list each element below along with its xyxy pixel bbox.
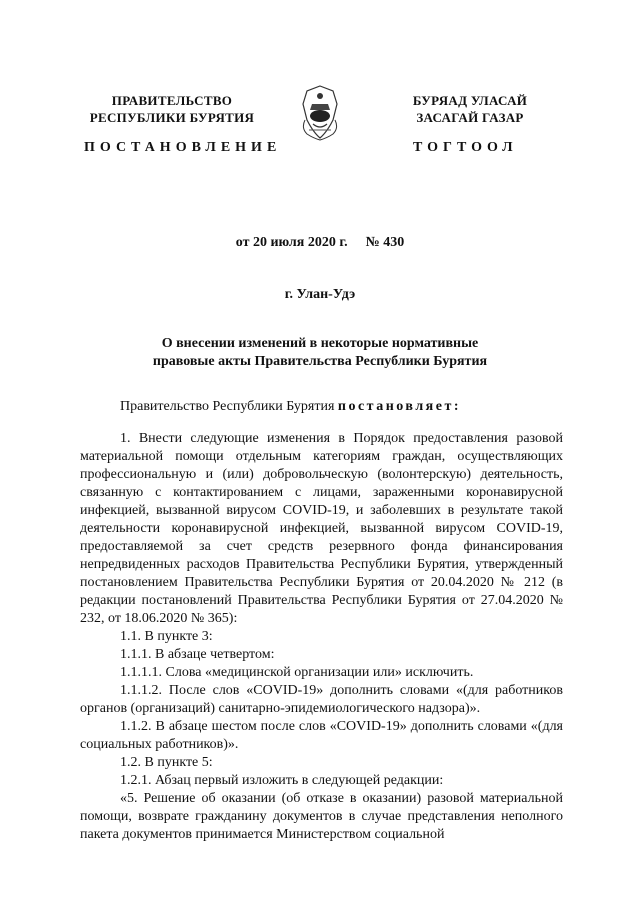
paragraph-1-1-2: 1.1.2. В абзаце шестом после слов «COVID-19» дополнить словами «(для социальных работников)». xyxy=(80,719,563,752)
city: г. Улан-Удэ xyxy=(284,287,356,302)
title-line1: О внесении изменений в некоторые нормативные xyxy=(161,336,479,351)
document-date: от 20 июля 2020 г. xyxy=(235,235,348,250)
date-number-line xyxy=(0,235,640,251)
issuer-russian xyxy=(52,92,292,126)
issuer-russian-line1: ПРАВИТЕЛЬСТВО xyxy=(111,93,233,108)
paragraph-quote-5: «5. Решение об оказании (об отказе в оказании) разовой материальной помощи, возврате гражданину документов в случае представления неполного пакета документов принимается Министерством социальной xyxy=(80,791,563,842)
doc-type-buryat: ТОГТООЛ xyxy=(413,140,518,155)
coat-of-arms-icon xyxy=(297,84,343,142)
issuer-buryat xyxy=(350,92,590,126)
document-number: № 430 xyxy=(365,235,405,250)
paragraph-1: 1. Внести следующие изменения в Порядок предоставления разовой материальной помощи отдельным категориям граждан, осуществляющих профессиональную и (или) добровольческую (волонтерскую) деятельность, связанную с контактированием с лицами, зараженными коронавирусной инфекцией, вызванной вирусом COVID-19, и заболевших в результате такой деятельности коронавирусной инфекцией, вызванной вирусом COVID-19, предоставляемой за счет средств резервного фонда финансирования непредвиденных расходов Правительства Республики Бурятия, утвержденный постановлением Правительства Республики Бурятия от 20.04.2020 № 212 (в редакции постановлений Правительства Республики Бурятия от 27.04.2020 № 232, от 18.06.2020 № 365): xyxy=(80,431,563,626)
document-body xyxy=(80,398,563,844)
intro-paragraph xyxy=(80,398,563,416)
paragraph-1-1-1-1: 1.1.1.1. Слова «медицинской организации или» исключить. xyxy=(120,665,474,680)
paragraph-1-1: 1.1. В пункте 3: xyxy=(120,629,213,644)
issuer-buryat-line2: ЗАСАГАЙ ГАЗАР xyxy=(416,110,524,125)
intro-resolves: постановляет: xyxy=(337,399,461,414)
document-title xyxy=(80,335,560,371)
issuer-buryat-line1: БУРЯАД УЛАСАЙ xyxy=(412,93,528,108)
title-line2: правовые акты Правительства Республики Бурятия xyxy=(152,354,488,369)
paragraph-1-1-1: 1.1.1. В абзаце четвертом: xyxy=(120,647,275,662)
issuer-russian-line2: РЕСПУБЛИКИ БУРЯТИЯ xyxy=(89,110,255,125)
intro-text: Правительство Республики Бурятия xyxy=(120,399,335,414)
paragraph-1-2-1: 1.2.1. Абзац первый изложить в следующей редакции: xyxy=(120,773,444,788)
paragraph-1-2: 1.2. В пункте 5: xyxy=(120,755,213,770)
paragraph-1-1-1-2: 1.1.1.2. После слов «COVID-19» дополнить словами «(для работников органов (организаций) санитарно-эпидемиологического надзора)». xyxy=(80,683,563,716)
doc-type-russian: ПОСТАНОВЛЕНИЕ xyxy=(84,140,282,155)
